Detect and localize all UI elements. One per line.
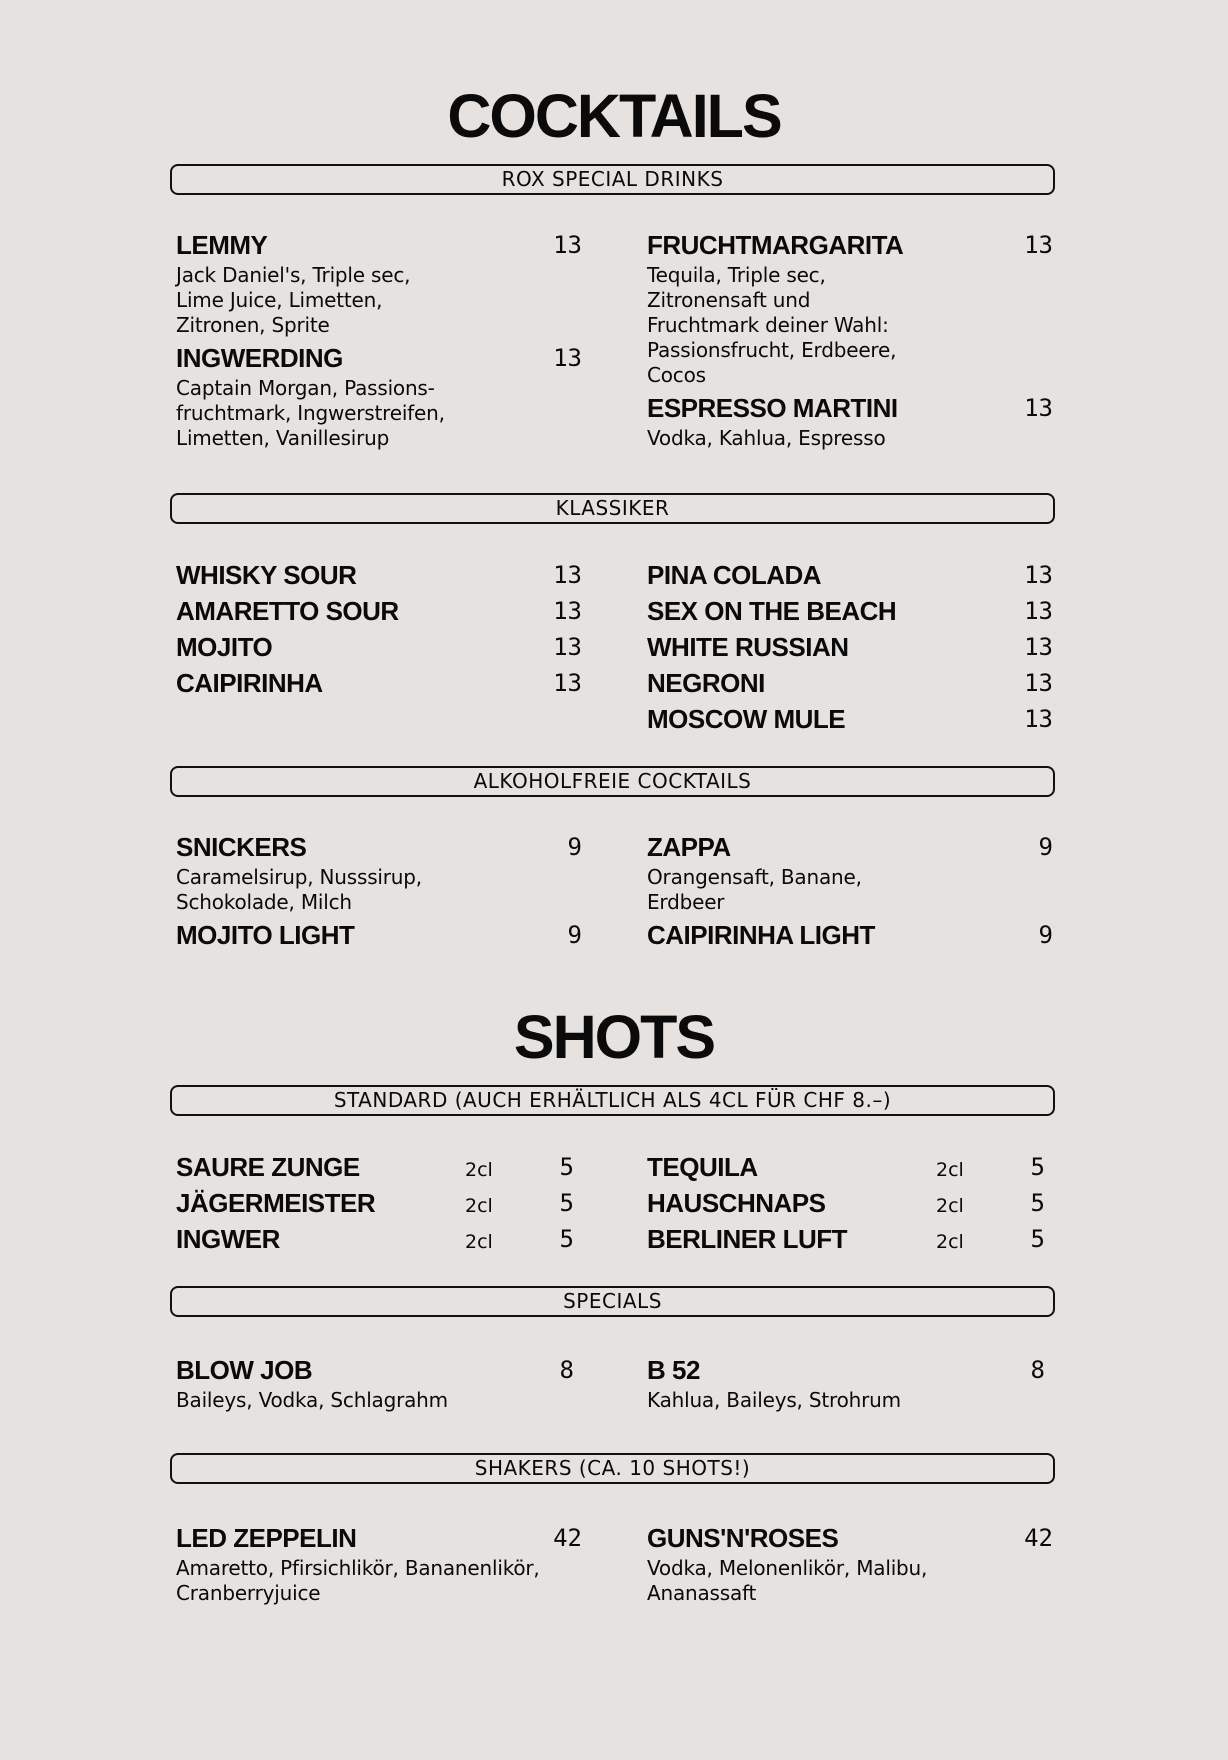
item-name: CAIPIRINHA [176, 668, 323, 698]
menu-item [647, 830, 1053, 915]
item-description [176, 1556, 582, 1606]
menu-item [176, 630, 582, 666]
item-name: WHITE RUSSIAN [647, 632, 849, 662]
item-description [176, 1388, 582, 1413]
description-line: Ananassaft [647, 1581, 757, 1605]
item-name: BERLINER LUFT [647, 1224, 848, 1254]
description-line: Tequila, Triple sec, [647, 263, 826, 287]
item-name: SNICKERS [176, 832, 307, 862]
menu-item [176, 918, 582, 952]
section-header-rox-special-drinks: ROX SPECIAL DRINKS [170, 164, 1055, 195]
klassiker-left-column [176, 558, 582, 702]
item-name: MOJITO [176, 632, 273, 662]
item-name: INGWER [176, 1224, 280, 1254]
description-line: Kahlua, Baileys, Strohrum [647, 1388, 901, 1412]
item-volume: 2cl [936, 1195, 964, 1217]
item-description [176, 376, 582, 451]
item-name: PINA COLADA [647, 560, 822, 590]
menu-item [647, 630, 1053, 666]
item-price: 8 [559, 1356, 574, 1384]
section-header-specials: SPECIALS [170, 1286, 1055, 1317]
menu-item [647, 666, 1053, 702]
menu-item [176, 594, 582, 630]
rox-special-left-column [176, 228, 582, 451]
description-line: Vodka, Melonenlikör, Malibu, [647, 1556, 928, 1580]
description-line: Amaretto, Pfirsichlikör, Bananenlikör, [176, 1556, 540, 1580]
item-description [176, 263, 582, 338]
item-price: 5 [1030, 1189, 1045, 1217]
item-description [176, 865, 582, 915]
item-price: 13 [553, 231, 582, 259]
item-price: 5 [559, 1189, 574, 1217]
item-name: BLOW JOB [176, 1355, 313, 1385]
item-price: 42 [553, 1524, 582, 1552]
menu-item [647, 1521, 1053, 1606]
item-price: 13 [1024, 597, 1053, 625]
item-price: 13 [553, 561, 582, 589]
item-volume: 2cl [465, 1159, 493, 1181]
specials-left-column [176, 1353, 582, 1413]
item-volume: 2cl [465, 1195, 493, 1217]
menu-item [647, 1353, 1053, 1413]
description-line: Cocos [647, 363, 706, 387]
item-description [647, 865, 1053, 915]
item-name: GUNS'N'ROSES [647, 1523, 839, 1553]
item-price: 13 [1024, 231, 1053, 259]
item-price: 5 [1030, 1225, 1045, 1253]
menu-item [647, 558, 1053, 594]
item-price: 42 [1024, 1524, 1053, 1552]
description-line: Caramelsirup, Nusssirup, [176, 865, 422, 889]
section-header-klassiker: KLASSIKER [170, 493, 1055, 524]
item-name: FRUCHTMARGARITA [647, 230, 904, 260]
item-price: 13 [1024, 633, 1053, 661]
menu-item [176, 666, 582, 702]
menu-item [176, 830, 582, 915]
description-line: Zitronen, Sprite [176, 313, 330, 337]
item-name: LED ZEPPELIN [176, 1523, 357, 1553]
shots-title: SHOTS [513, 1003, 715, 1071]
description-line: Passionsfrucht, Erdbeere, [647, 338, 897, 362]
standard-right-column [647, 1150, 1053, 1258]
description-line: Erdbeer [647, 890, 725, 914]
item-volume: 2cl [936, 1231, 964, 1253]
item-price: 13 [553, 344, 582, 372]
menu-item [647, 594, 1053, 630]
menu-item [176, 1186, 582, 1222]
item-price: 13 [1024, 669, 1053, 697]
menu-item [176, 1353, 582, 1413]
item-name: SEX ON THE BEACH [647, 596, 897, 626]
item-name: LEMMY [176, 230, 268, 260]
item-name: NEGRONI [647, 668, 765, 698]
item-price: 9 [567, 921, 582, 949]
description-line: Schokolade, Milch [176, 890, 352, 914]
item-price: 13 [553, 597, 582, 625]
klassiker-right-column [647, 558, 1053, 738]
item-price: 13 [1024, 705, 1053, 733]
menu-item [176, 558, 582, 594]
description-line: fruchtmark, Ingwerstreifen, [176, 401, 445, 425]
menu-item [647, 228, 1053, 388]
item-name: B 52 [647, 1355, 700, 1385]
menu-item [176, 1521, 582, 1606]
menu-item [176, 1222, 582, 1258]
specials-right-column [647, 1353, 1053, 1413]
item-name: MOSCOW MULE [647, 704, 846, 734]
item-price: 5 [1030, 1153, 1045, 1181]
description-line: Cranberryjuice [176, 1581, 321, 1605]
item-price: 13 [553, 633, 582, 661]
alkoholfrei-right-column [647, 830, 1053, 952]
item-price: 5 [559, 1153, 574, 1181]
standard-left-column [176, 1150, 582, 1258]
item-price: 13 [1024, 561, 1053, 589]
item-price: 9 [567, 833, 582, 861]
description-line: Limetten, Vanillesirup [176, 426, 390, 450]
item-name: AMARETTO SOUR [176, 596, 399, 626]
menu-item [647, 1150, 1053, 1186]
description-line: Fruchtmark deiner Wahl: [647, 313, 889, 337]
item-price: 8 [1030, 1356, 1045, 1384]
description-line: Baileys, Vodka, Schlagrahm [176, 1388, 448, 1412]
item-price: 9 [1038, 921, 1053, 949]
menu-item [647, 1186, 1053, 1222]
item-description [647, 1556, 1053, 1606]
menu-item [647, 1222, 1053, 1258]
item-price: 13 [553, 669, 582, 697]
item-price: 9 [1038, 833, 1053, 861]
item-name: WHISKY SOUR [176, 560, 357, 590]
item-volume: 2cl [936, 1159, 964, 1181]
menu-item [176, 341, 582, 451]
item-name: TEQUILA [647, 1152, 758, 1182]
item-name: HAUSCHNAPS [647, 1188, 826, 1218]
rox-special-right-column [647, 228, 1053, 451]
description-line: Captain Morgan, Passions- [176, 376, 435, 400]
menu-item [176, 1150, 582, 1186]
shakers-right-column [647, 1521, 1053, 1606]
item-name: MOJITO LIGHT [176, 920, 355, 950]
item-name: ESPRESSO MARTINI [647, 393, 898, 423]
description-line: Jack Daniel's, Triple sec, [176, 263, 411, 287]
section-header-standard: STANDARD (AUCH ERHÄLTLICH ALS 4CL FÜR CHF 8.–) [170, 1085, 1055, 1116]
description-line: Lime Juice, Limetten, [176, 288, 383, 312]
section-header-shakers: SHAKERS (CA. 10 SHOTS!) [170, 1453, 1055, 1484]
cocktails-title: COCKTAILS [447, 82, 781, 150]
menu-item [647, 702, 1053, 738]
item-name: ZAPPA [647, 832, 731, 862]
menu-item [647, 918, 1053, 952]
item-price: 5 [559, 1225, 574, 1253]
item-description [647, 1388, 1053, 1413]
item-price: 13 [1024, 394, 1053, 422]
item-name: CAIPIRINHA LIGHT [647, 920, 875, 950]
item-volume: 2cl [465, 1231, 493, 1253]
description-line: Vodka, Kahlua, Espresso [647, 426, 886, 450]
description-line: Zitronensaft und [647, 288, 811, 312]
menu-item [647, 391, 1053, 451]
section-header-alkoholfreie-cocktails: ALKOHOLFREIE COCKTAILS [170, 766, 1055, 797]
item-name: INGWERDING [176, 343, 343, 373]
item-name: SAURE ZUNGE [176, 1152, 360, 1182]
alkoholfrei-left-column [176, 830, 582, 952]
item-name: JÄGERMEISTER [176, 1188, 376, 1218]
description-line: Orangensaft, Banane, [647, 865, 862, 889]
item-description [647, 263, 1053, 388]
menu-item [176, 228, 582, 338]
item-description [647, 426, 1053, 451]
shakers-left-column [176, 1521, 582, 1606]
